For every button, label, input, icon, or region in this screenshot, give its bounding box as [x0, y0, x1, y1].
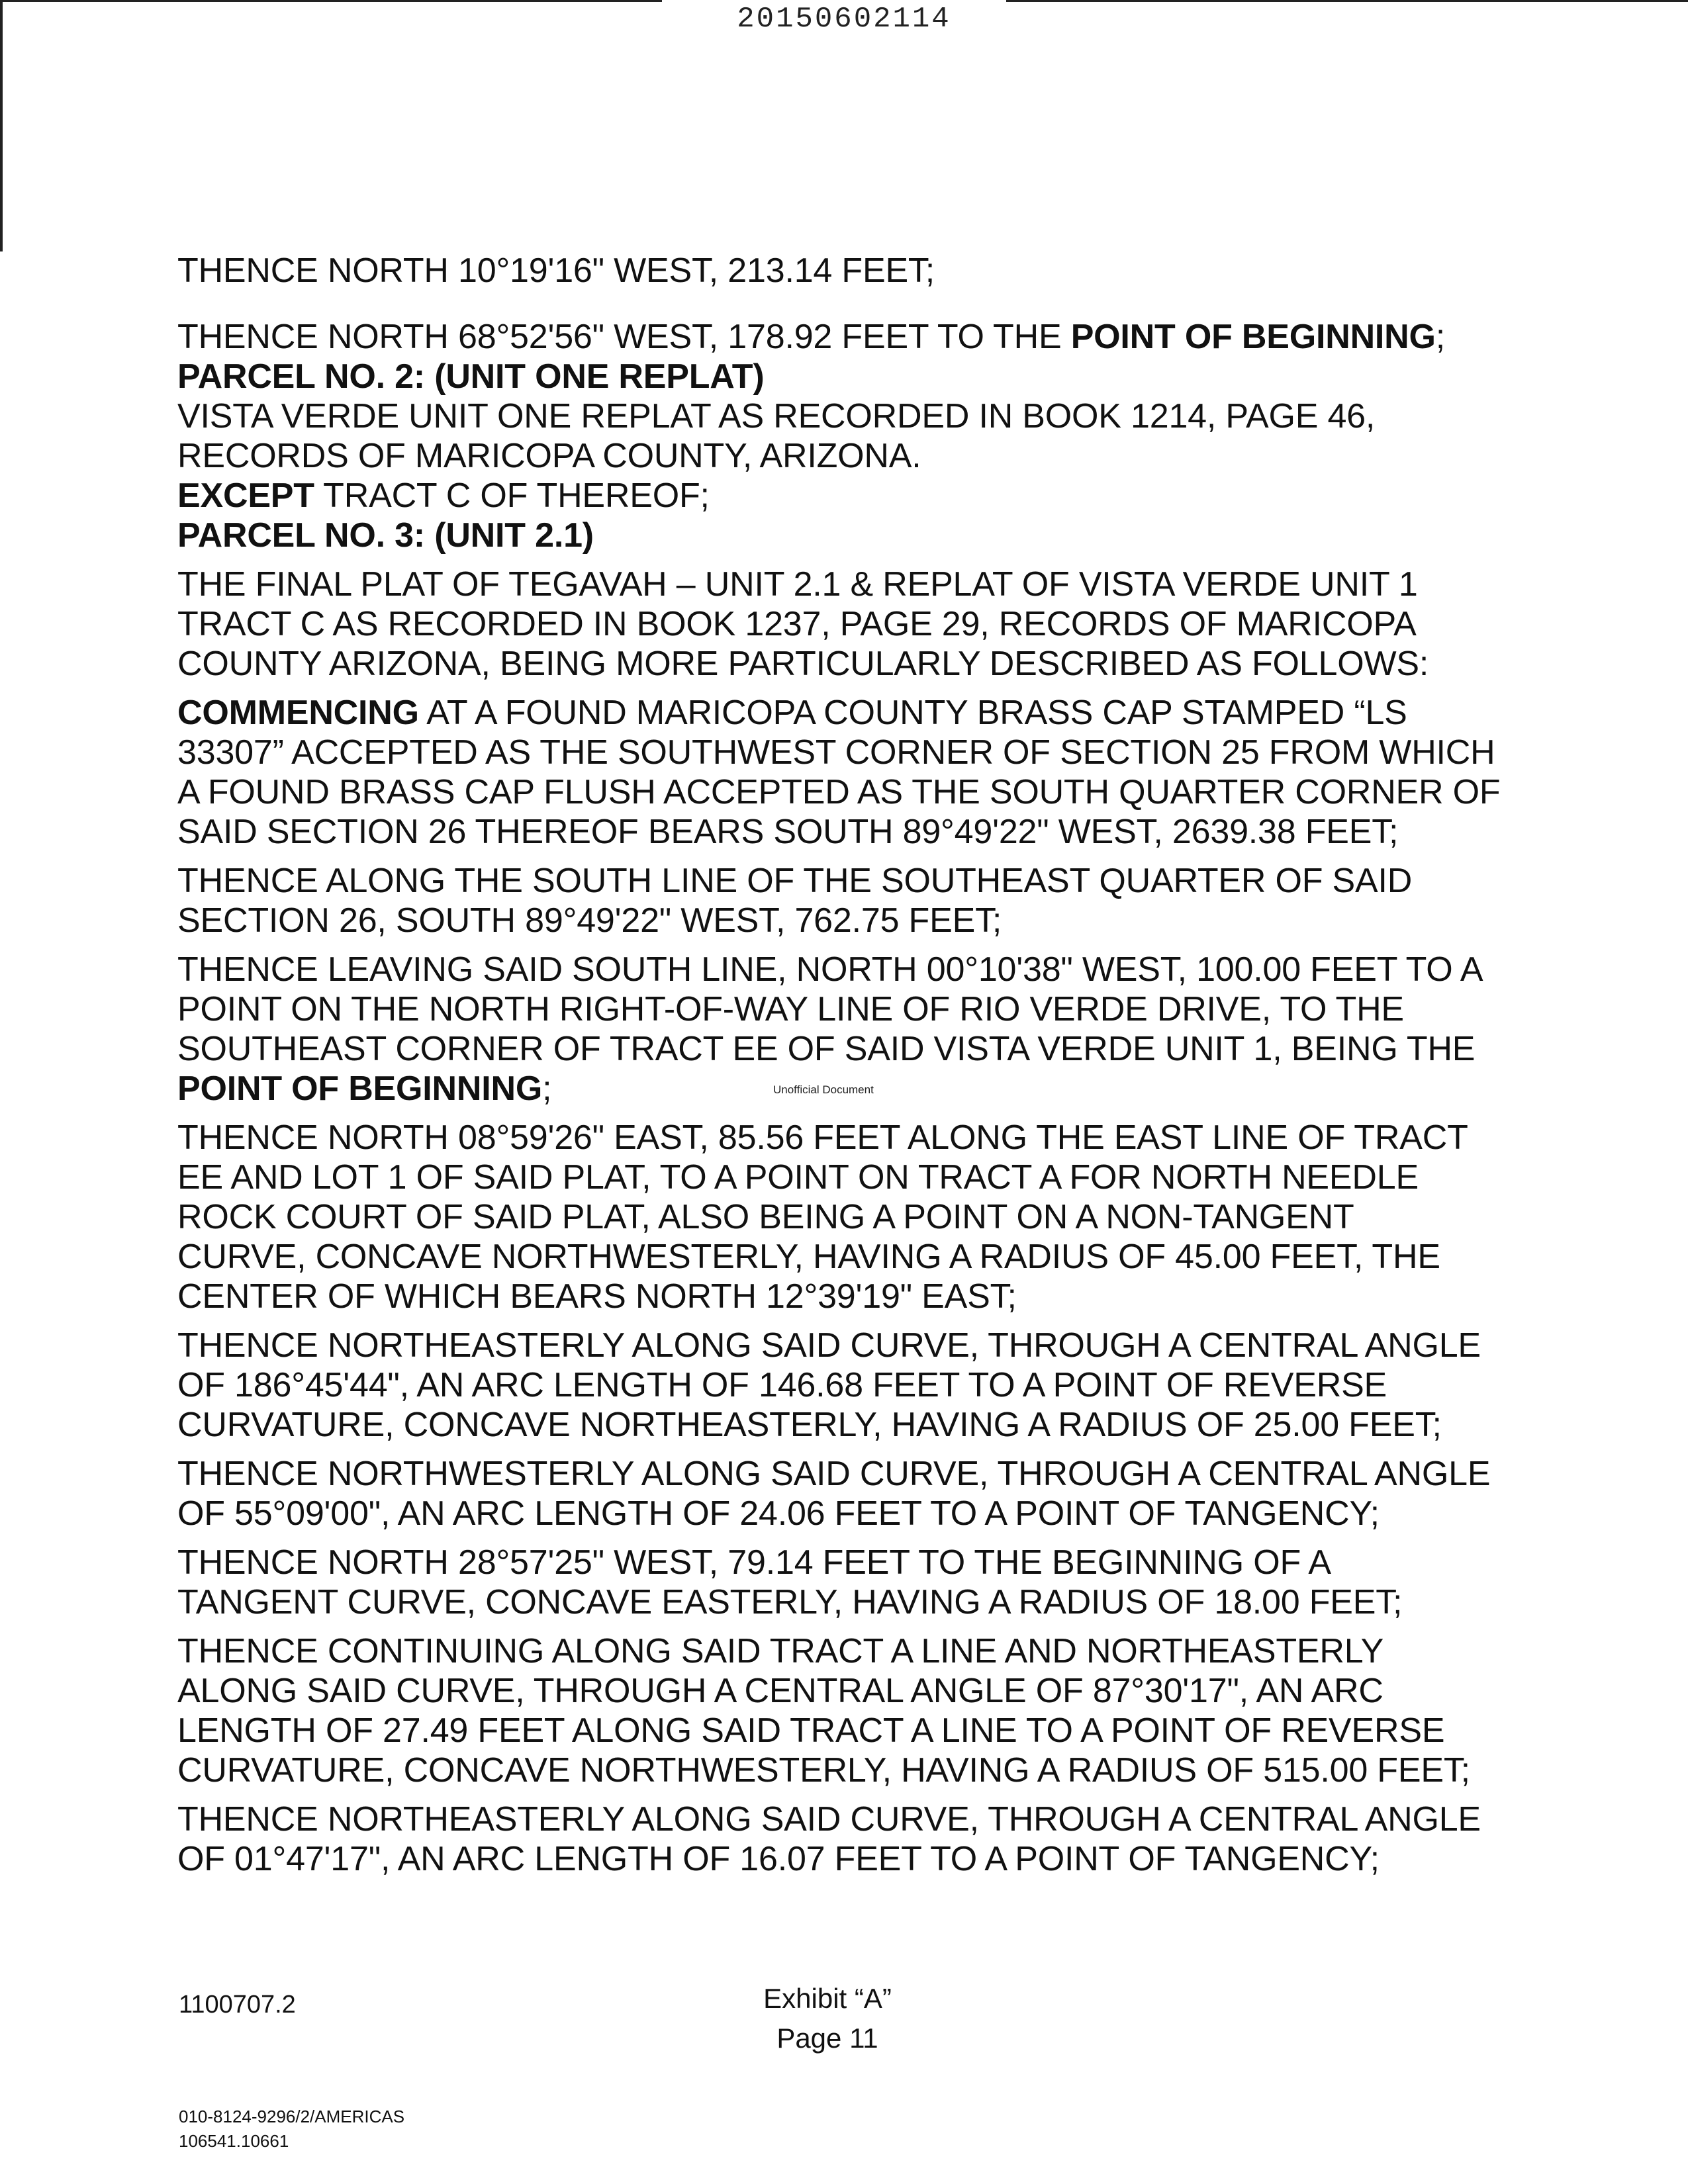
text-line — [177, 565, 1501, 604]
exhibit-footer — [695, 1979, 960, 2058]
paragraph — [177, 317, 1501, 555]
text-line — [177, 861, 1501, 901]
text-line — [177, 901, 1501, 940]
text-run: THENCE NORTHWESTERLY ALONG SAID CURVE, THROUGH A CENTRAL ANGLE — [177, 1455, 1491, 1493]
text-line — [177, 251, 1501, 291]
text-line — [177, 1582, 1501, 1622]
text-line — [177, 1543, 1501, 1582]
text-run: POINT ON THE NORTH RIGHT-OF-WAY LINE OF RIO VERDE DRIVE, TO THE — [177, 990, 1404, 1028]
text-line — [177, 1029, 1501, 1069]
text-run: THENCE NORTH 10°19'16" WEST, 213.14 FEET; — [177, 251, 935, 290]
text-run: THENCE NORTH 08°59'26" EAST, 85.56 FEET ALONG THE EAST LINE OF TRACT — [177, 1118, 1468, 1157]
bold-text: COMMENCING — [177, 694, 419, 732]
text-run: SOUTHEAST CORNER OF TRACT EE OF SAID VISTA VERDE UNIT 1, BEING THE — [177, 1030, 1476, 1068]
bold-text: POINT OF BEGINNING — [177, 1069, 543, 1108]
scan-border-left — [0, 0, 3, 251]
text-run: ALONG SAID CURVE, THROUGH A CENTRAL ANGLE OF 87°30'17", AN ARC — [177, 1672, 1383, 1710]
text-run: RECORDS OF MARICOPA COUNTY, ARIZONA. — [177, 437, 921, 475]
text-line — [177, 989, 1501, 1029]
text-line — [177, 812, 1501, 852]
text-run: THENCE ALONG THE SOUTH LINE OF THE SOUTHEAST QUARTER OF SAID — [177, 862, 1413, 900]
text-line — [177, 1671, 1501, 1711]
text-line — [177, 1158, 1501, 1197]
text-run: AT A FOUND MARICOPA COUNTY BRASS CAP STAMPED “LS — [418, 694, 1407, 732]
text-line — [177, 317, 1501, 357]
text-run: OF 186°45'44", AN ARC LENGTH OF 146.68 FEET TO A POINT OF REVERSE — [177, 1366, 1387, 1404]
text-line — [177, 1277, 1501, 1316]
text-line — [177, 516, 1501, 555]
paragraph — [177, 861, 1501, 940]
text-line — [177, 1751, 1501, 1790]
paragraph — [177, 1631, 1501, 1790]
text-line — [177, 1494, 1501, 1533]
paragraph — [177, 251, 1501, 291]
text-run: THENCE LEAVING SAID SOUTH LINE, NORTH 00°10'38" WEST, 100.00 FEET TO A — [177, 950, 1483, 989]
paragraph — [177, 565, 1501, 684]
paragraph — [177, 1799, 1501, 1879]
text-line — [177, 1711, 1501, 1751]
paragraph — [177, 1543, 1501, 1622]
page-number: Page 11 — [776, 2023, 878, 2054]
text-run: TRACT C AS RECORDED IN BOOK 1237, PAGE 29, RECORDS OF MARICOPA — [177, 605, 1417, 643]
text-run: A FOUND BRASS CAP FLUSH ACCEPTED AS THE SOUTH QUARTER CORNER OF — [177, 773, 1501, 811]
recording-number: 20150602114 — [737, 3, 951, 36]
text-run: ; — [1435, 318, 1446, 356]
text-run: SECTION 26, SOUTH 89°49'22" WEST, 762.75 FEET; — [177, 901, 1002, 940]
text-run: CURVATURE, CONCAVE NORTHWESTERLY, HAVING A RADIUS OF 515.00 FEET; — [177, 1751, 1470, 1790]
text-line — [177, 357, 1501, 396]
text-line — [177, 1839, 1501, 1879]
text-line — [177, 1326, 1501, 1365]
text-run: THENCE CONTINUING ALONG SAID TRACT A LINE AND NORTHEASTERLY — [177, 1632, 1384, 1670]
text-run: OF 01°47'17", AN ARC LENGTH OF 16.07 FEET TO A POINT OF TANGENCY; — [177, 1840, 1380, 1878]
text-run: THENCE NORTHEASTERLY ALONG SAID CURVE, THROUGH A CENTRAL ANGLE — [177, 1326, 1481, 1365]
text-line — [177, 476, 1501, 516]
text-run: 33307” ACCEPTED AS THE SOUTHWEST CORNER OF SECTION 25 FROM WHICH — [177, 733, 1495, 772]
document-reference: 1100707.2 — [179, 1991, 296, 2019]
text-line — [177, 1365, 1501, 1405]
footer-code-line-2: 106541.10661 — [179, 2131, 289, 2151]
bold-text: PARCEL NO. 3: (UNIT 2.1) — [177, 516, 594, 555]
text-line — [177, 1454, 1501, 1494]
paragraph — [177, 1326, 1501, 1445]
paragraph — [177, 1118, 1501, 1316]
text-run: EE AND LOT 1 OF SAID PLAT, TO A POINT ON TRACT A FOR NORTH NEEDLE — [177, 1158, 1419, 1197]
bold-text: PARCEL NO. 2: (UNIT ONE REPLAT) — [177, 357, 765, 396]
bold-text: POINT OF BEGINNING — [1070, 318, 1436, 356]
bold-text: EXCEPT — [177, 477, 314, 515]
text-line — [177, 1631, 1501, 1671]
scan-border-top-left — [0, 0, 662, 2]
scan-border-top-right — [1006, 0, 1688, 2]
legal-description-body — [177, 242, 1501, 1879]
text-line — [177, 1799, 1501, 1839]
text-run: THENCE NORTHEASTERLY ALONG SAID CURVE, THROUGH A CENTRAL ANGLE — [177, 1800, 1481, 1839]
text-line — [177, 693, 1501, 733]
text-line — [177, 436, 1501, 476]
text-run: TRACT C OF THEREOF; — [314, 477, 710, 515]
text-line — [177, 1405, 1501, 1445]
text-line — [177, 772, 1501, 812]
text-line — [177, 1197, 1501, 1237]
text-run: CENTER OF WHICH BEARS NORTH 12°39'19" EAST; — [177, 1277, 1017, 1316]
text-run: LENGTH OF 27.49 FEET ALONG SAID TRACT A LINE TO A POINT OF REVERSE — [177, 1711, 1445, 1750]
paragraph — [177, 1454, 1501, 1533]
text-run: COUNTY ARIZONA, BEING MORE PARTICULARLY DESCRIBED AS FOLLOWS: — [177, 645, 1429, 683]
text-line — [177, 644, 1501, 684]
text-run: TANGENT CURVE, CONCAVE EASTERLY, HAVING A RADIUS OF 18.00 FEET; — [177, 1583, 1403, 1621]
text-run: THE FINAL PLAT OF TEGAVAH – UNIT 2.1 & REPLAT OF VISTA VERDE UNIT 1 — [177, 565, 1418, 604]
text-line — [177, 604, 1501, 644]
text-line — [177, 950, 1501, 989]
text-line — [177, 1118, 1501, 1158]
exhibit-label: Exhibit “A” — [763, 1983, 892, 2014]
text-run: OF 55°09'00", AN ARC LENGTH OF 24.06 FEET TO A POINT OF TANGENCY; — [177, 1494, 1380, 1533]
text-run: THENCE NORTH 28°57'25" WEST, 79.14 FEET TO THE BEGINNING OF A — [177, 1543, 1331, 1582]
text-line — [177, 396, 1501, 436]
text-run: CURVATURE, CONCAVE NORTHEASTERLY, HAVING A RADIUS OF 25.00 FEET; — [177, 1406, 1442, 1444]
text-run: ROCK COURT OF SAID PLAT, ALSO BEING A POINT ON A NON-TANGENT — [177, 1198, 1354, 1236]
footer-code-line-1: 010-8124-9296/2/AMERICAS — [179, 2107, 405, 2126]
paragraph — [177, 693, 1501, 852]
text-run: SAID SECTION 26 THEREOF BEARS SOUTH 89°49'22" WEST, 2639.38 FEET; — [177, 813, 1399, 851]
text-run: ; — [542, 1069, 552, 1108]
text-line — [177, 1237, 1501, 1277]
text-line — [177, 733, 1501, 772]
watermark-text: Unofficial Document — [773, 1083, 874, 1096]
text-run: VISTA VERDE UNIT ONE REPLAT AS RECORDED IN BOOK 1214, PAGE 46, — [177, 397, 1376, 435]
text-run: CURVE, CONCAVE NORTHWESTERLY, HAVING A RADIUS OF 45.00 FEET, THE — [177, 1238, 1440, 1276]
text-run: THENCE NORTH 68°52'56" WEST, 178.92 FEET TO THE — [177, 318, 1071, 356]
